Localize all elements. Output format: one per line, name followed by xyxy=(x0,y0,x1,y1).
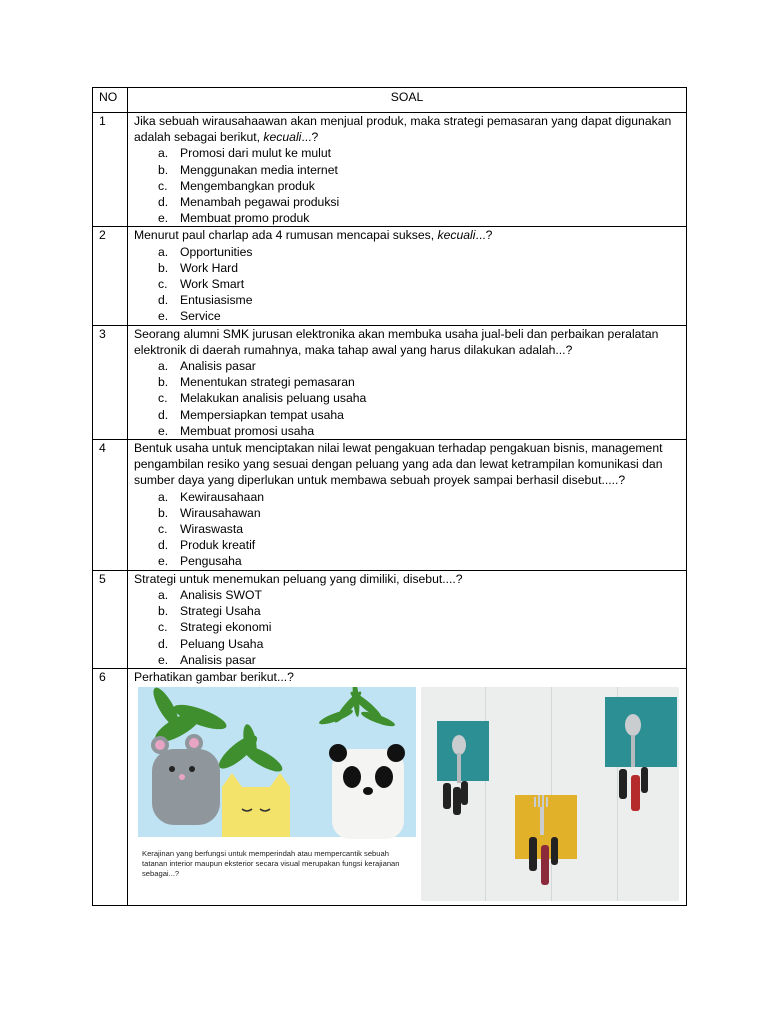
question-text-main: Menurut paul charlap ada 4 rumusan mencapai sukses, xyxy=(134,228,438,243)
option-item xyxy=(158,407,680,423)
option-text: Menentukan strategi pemasaran xyxy=(180,375,355,390)
options-list xyxy=(134,244,680,325)
option-letter: d. xyxy=(158,293,169,308)
header-row xyxy=(93,88,687,113)
option-letter: c. xyxy=(158,522,168,537)
option-item xyxy=(158,194,680,210)
option-item xyxy=(158,652,680,668)
question-text xyxy=(134,326,680,358)
planter-illustration xyxy=(138,687,416,847)
question-row xyxy=(93,440,687,571)
question-images xyxy=(134,685,680,905)
option-text: Opportunities xyxy=(180,244,253,259)
question-row xyxy=(93,668,687,905)
question-text-main: Jika sebuah wirausahaawan akan menjual produk, maka strategi pemasaran yang dapat digunakan adalah sebagai berikut, xyxy=(134,114,672,145)
option-letter: e. xyxy=(158,309,169,324)
question-row xyxy=(93,113,687,227)
option-text: Membuat promo produk xyxy=(180,211,310,226)
option-item xyxy=(158,390,680,406)
option-text: Menambah pegawai produksi xyxy=(180,195,340,210)
option-item xyxy=(158,292,680,308)
question-text-end: ...? xyxy=(301,130,319,145)
option-letter: d. xyxy=(158,636,169,651)
option-item xyxy=(158,145,680,161)
option-item xyxy=(158,537,680,553)
question-text-main: Seorang alumni SMK jurusan elektronika akan membuka usaha jual-beli dan perbaikan peralatan elektronik di daerah rumahnya, maka tahap awal yang harus dilakukan adalah...? xyxy=(134,326,659,357)
question-row xyxy=(93,570,687,668)
option-letter: b. xyxy=(158,162,169,177)
option-letter: b. xyxy=(158,375,169,390)
option-letter: b. xyxy=(158,604,169,619)
option-item xyxy=(158,358,680,374)
option-item xyxy=(158,276,680,292)
option-item xyxy=(158,260,680,276)
option-letter: e. xyxy=(158,554,169,569)
option-item xyxy=(158,374,680,390)
option-item xyxy=(158,178,680,194)
option-item xyxy=(158,603,680,619)
option-letter: a. xyxy=(158,244,169,259)
option-text: Wirausahawan xyxy=(180,505,261,520)
option-item xyxy=(158,636,680,652)
planter-photo xyxy=(138,687,416,901)
option-item xyxy=(158,210,680,226)
key-hook-illustration xyxy=(421,687,679,901)
option-item xyxy=(158,308,680,324)
option-text: Melakukan analisis peluang usaha xyxy=(180,391,367,406)
option-letter: d. xyxy=(158,195,169,210)
option-text: Mempersiapkan tempat usaha xyxy=(180,407,344,422)
option-letter: e. xyxy=(158,211,169,226)
questions-body xyxy=(93,113,687,906)
option-text: Peluang Usaha xyxy=(180,636,264,651)
option-letter: c. xyxy=(158,620,168,635)
question-number: 3 xyxy=(93,325,128,439)
question-text-main: Strategi untuk menemukan peluang yang dimiliki, disebut....? xyxy=(134,571,463,586)
option-text: Promosi dari mulut ke mulut xyxy=(180,146,332,161)
option-letter: b. xyxy=(158,260,169,275)
question-cell xyxy=(128,113,687,227)
option-letter: d. xyxy=(158,407,169,422)
question-cell xyxy=(128,227,687,325)
question-cell xyxy=(128,325,687,439)
option-text: Wiraswasta xyxy=(180,522,243,537)
question-cell xyxy=(128,440,687,571)
option-text: Service xyxy=(180,309,221,324)
question-row xyxy=(93,227,687,325)
question-number: 5 xyxy=(93,570,128,668)
option-item xyxy=(158,423,680,439)
option-letter: c. xyxy=(158,178,168,193)
option-item xyxy=(158,553,680,569)
question-text: Perhatikan gambar berikut...? xyxy=(134,669,294,684)
option-text: Strategi ekonomi xyxy=(180,620,272,635)
option-item xyxy=(158,505,680,521)
option-text: Mengembangkan produk xyxy=(180,178,315,193)
question-number: 6 xyxy=(93,668,128,905)
question-text-emphasis: kecuali xyxy=(263,130,302,145)
option-letter: e. xyxy=(158,652,169,667)
question-text xyxy=(134,227,680,243)
option-text: Work Hard xyxy=(180,260,239,275)
header-soal: SOAL xyxy=(128,88,687,113)
question-text xyxy=(134,571,680,587)
option-letter: c. xyxy=(158,391,168,406)
question-number: 1 xyxy=(93,113,128,227)
option-letter: a. xyxy=(158,587,169,602)
question-text xyxy=(134,113,680,145)
option-text: Menggunakan media internet xyxy=(180,162,338,177)
question-text xyxy=(134,440,680,489)
options-list xyxy=(134,587,680,668)
option-letter: c. xyxy=(158,277,168,292)
option-text: Entusiasisme xyxy=(180,293,253,308)
options-list xyxy=(134,489,680,570)
question-number: 2 xyxy=(93,227,128,325)
option-item xyxy=(158,521,680,537)
option-letter: a. xyxy=(158,359,169,374)
option-item xyxy=(158,244,680,260)
question-text-emphasis: kecuali xyxy=(437,228,476,243)
option-letter: a. xyxy=(158,489,169,504)
option-text: Membuat promosi usaha xyxy=(180,423,315,438)
option-letter: a. xyxy=(158,146,169,161)
options-list xyxy=(134,358,680,439)
option-item xyxy=(158,489,680,505)
option-text: Analisis SWOT xyxy=(180,587,262,602)
option-letter: b. xyxy=(158,505,169,520)
option-item xyxy=(158,162,680,178)
option-letter: e. xyxy=(158,423,169,438)
option-text: Analisis pasar xyxy=(180,652,256,667)
option-text: Pengusaha xyxy=(180,554,242,569)
option-text: Analisis pasar xyxy=(180,359,256,374)
option-text: Strategi Usaha xyxy=(180,604,261,619)
question-text-main: Bentuk usaha untuk menciptakan nilai lewat pengakuan terhadap pengakuan bisnis, management pengambilan resiko yang sesuai dengan peluang yang ada dan lewat ketrampilan komunikasi dan sumber daya yang diperlukan untuk membawa sebuah proyek sampai berhasil disebut.....? xyxy=(134,441,663,488)
option-text: Work Smart xyxy=(180,277,245,292)
image-caption: Kerajinan yang berfungsi untuk memperindah atau mempercantik sebuah tatanan interior maupun eksterior secara visual merupakan fungsi kerajianan sebagai...? xyxy=(142,849,400,879)
question-cell xyxy=(128,570,687,668)
option-text: Produk kreatif xyxy=(180,538,256,553)
key-hook-photo xyxy=(421,687,679,901)
option-text: Kewirausahaan xyxy=(180,489,265,504)
question-row xyxy=(93,325,687,439)
options-list xyxy=(134,145,680,226)
option-letter: d. xyxy=(158,538,169,553)
question-text-end: ...? xyxy=(475,228,493,243)
option-item xyxy=(158,587,680,603)
header-no: NO xyxy=(93,88,128,113)
question-cell xyxy=(128,668,687,905)
option-item xyxy=(158,619,680,635)
quiz-table xyxy=(92,87,687,906)
question-number: 4 xyxy=(93,440,128,571)
